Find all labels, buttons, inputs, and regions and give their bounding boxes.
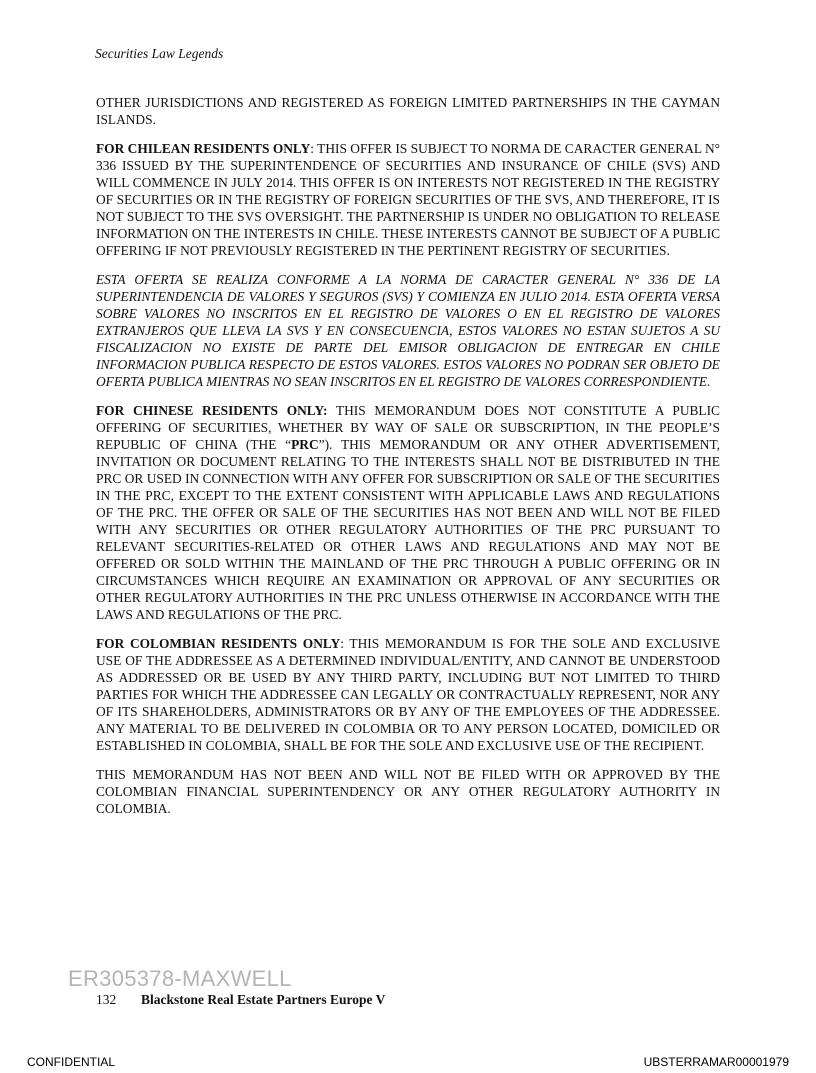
- document-body: [96, 94, 720, 829]
- running-header: Securities Law Legends: [95, 46, 224, 61]
- china-body-1: THIS MEMORANDUM DOES NOT CONSTITUTE A PUBLIC OFFERING OF SECURITIES, WHETHER BY WAY OF SALE OR SUBSCRIPTION, IN THE PEOPLE’S REPUBLIC OF CHINA (THE “: [96, 403, 720, 452]
- paragraph-chile: [96, 140, 720, 259]
- paragraph-cayman: OTHER JURISDICTIONS AND REGISTERED AS FOREIGN LIMITED PARTNERSHIPS IN THE CAYMAN ISLANDS.: [96, 95, 720, 127]
- page-footer: [96, 992, 385, 1008]
- chile-label: FOR CHILEAN RESIDENTS ONLY: [96, 141, 311, 156]
- chile-body: : THIS OFFER IS SUBJECT TO NORMA DE CARACTER GENERAL N° 336 ISSUED BY THE SUPERINTENDENCE OF SECURITIES AND INSURANCE OF CHILE (SVS) AND WILL COMMENCE IN JULY 2014. THIS OFFER IS ON INTERESTS NOT REGISTERED IN THE REGISTRY OF SECURITIES OR IN THE REGISTRY OF FOREIGN SECURITIES OF THE SVS, AND THEREFORE, IT IS NOT SUBJECT TO THE SVS OVERSIGHT. THE PARTNERSHIP IS UNDER NO OBLIGATION TO RELEASE INFORMATION ON THE INTERESTS IN CHILE. THESE INTERESTS CANNOT BE SUBJECT OF A PUBLIC OFFERING IF NOT PREVIOUSLY REGISTERED IN THE PERTINENT REGISTRY OF SECURITIES.: [96, 141, 720, 258]
- paragraph-colombia: [96, 635, 720, 754]
- paragraph-chile-spanish: ESTA OFERTA SE REALIZA CONFORME A LA NORMA DE CARACTER GENERAL N° 336 DE LA SUPERINTENDENCIA DE VALORES Y SEGUROS (SVS) Y COMIENZA EN JULIO 2014. ESTA OFERTA VERSA SOBRE VALORES NO INSCRITOS EN EL REGISTRO DE VALORES O EN EL REGISTRO DE VALORES EXTRANJEROS QUE LLEVA LA SVS Y EN CONSECUENCIA, ESTOS VALORES NO ESTAN SUJETOS A SU FISCALIZACION NO EXISTE DE PARTE DEL EMISOR OBLIGACION DE ENTREGAR EN CHILE INFORMACION PUBLICA RESPECTO DE ESTOS VALORES. ESTOS VALORES NO PODRAN SER OBJETO DE OFERTA PUBLICA MIENTRAS NO SEAN INSCRITOS EN EL REGISTRO DE VALORES CORRESPONDIENTE.: [96, 272, 720, 389]
- china-label: FOR CHINESE RESIDENTS ONLY:: [96, 403, 328, 418]
- china-prc-term: PRC: [291, 437, 319, 452]
- colombia-label: FOR COLOMBIAN RESIDENTS ONLY: [96, 636, 341, 651]
- exhibit-stamp: ER305378-MAXWELL: [68, 966, 292, 991]
- page-number: 132: [96, 992, 117, 1007]
- paragraph-china: [96, 402, 720, 623]
- confidential-label: CONFIDENTIAL: [27, 1055, 116, 1069]
- document-title: Blackstone Real Estate Partners Europe V: [141, 992, 386, 1007]
- bates-number: UBSTERRAMAR00001979: [643, 1055, 789, 1069]
- colombia-body: : THIS MEMORANDUM IS FOR THE SOLE AND EXCLUSIVE USE OF THE ADDRESSEE AS A DETERMINED INDIVIDUAL/ENTITY, AND CANNOT BE UNDERSTOOD AS ADDRESSED OR BE USED BY ANY THIRD PARTY, INCLUDING BUT NOT LIMITED TO THIRD PARTIES FOR WHICH THE ADDRESSEE CAN LEGALLY OR CONTRACTUALLY REPRESENT, NOR ANY OF ITS SHAREHOLDERS, ADMINISTRATORS OR BY ANY OF THE EMPLOYEES OF THE ADDRESSEE. ANY MATERIAL TO BE DELIVERED IN COLOMBIA OR TO ANY PERSON LOCATED, DOMICILED OR ESTABLISHED IN COLOMBIA, SHALL BE FOR THE SOLE AND EXCLUSIVE USE OF THE RECIPIENT.: [96, 636, 721, 753]
- paragraph-colombia-filing: THIS MEMORANDUM HAS NOT BEEN AND WILL NOT BE FILED WITH OR APPROVED BY THE COLOMBIAN FINANCIAL SUPERINTENDENCY OR ANY OTHER REGULATORY AUTHORITY IN COLOMBIA.: [96, 767, 720, 816]
- china-body-2: ”). THIS MEMORANDUM OR ANY OTHER ADVERTISEMENT, INVITATION OR DOCUMENT RELATING TO THE INTERESTS SHALL NOT BE DISTRIBUTED IN THE PRC OR USED IN CONNECTION WITH ANY OFFER FOR SUBSCRIPTION OR SALE OF THE SECURITIES IN THE PRC, EXCEPT TO THE EXTENT CONSISTENT WITH APPLICABLE LAWS AND REGULATIONS OF THE PRC. THE OFFER OR SALE OF THE SECURITIES HAS NOT BEEN AND WILL NOT BE FILED WITH ANY SECURITIES OR OTHER REGULATORY AUTHORITIES OF THE PRC PURSUANT TO RELEVANT SECURITIES-RELATED OR OTHER LAWS AND REGULATIONS AND MAY NOT BE OFFERED OR SOLD WITHIN THE MAINLAND OF THE PRC THROUGH A PUBLIC OFFERING OR IN CIRCUMSTANCES WHICH REQUIRE AN EXAMINATION OR APPROVAL OF ANY SECURITIES OR OTHER REGULATORY AUTHORITIES IN THE PRC UNLESS OTHERWISE IN ACCORDANCE WITH THE LAWS AND REGULATIONS OF THE PRC.: [96, 437, 720, 622]
